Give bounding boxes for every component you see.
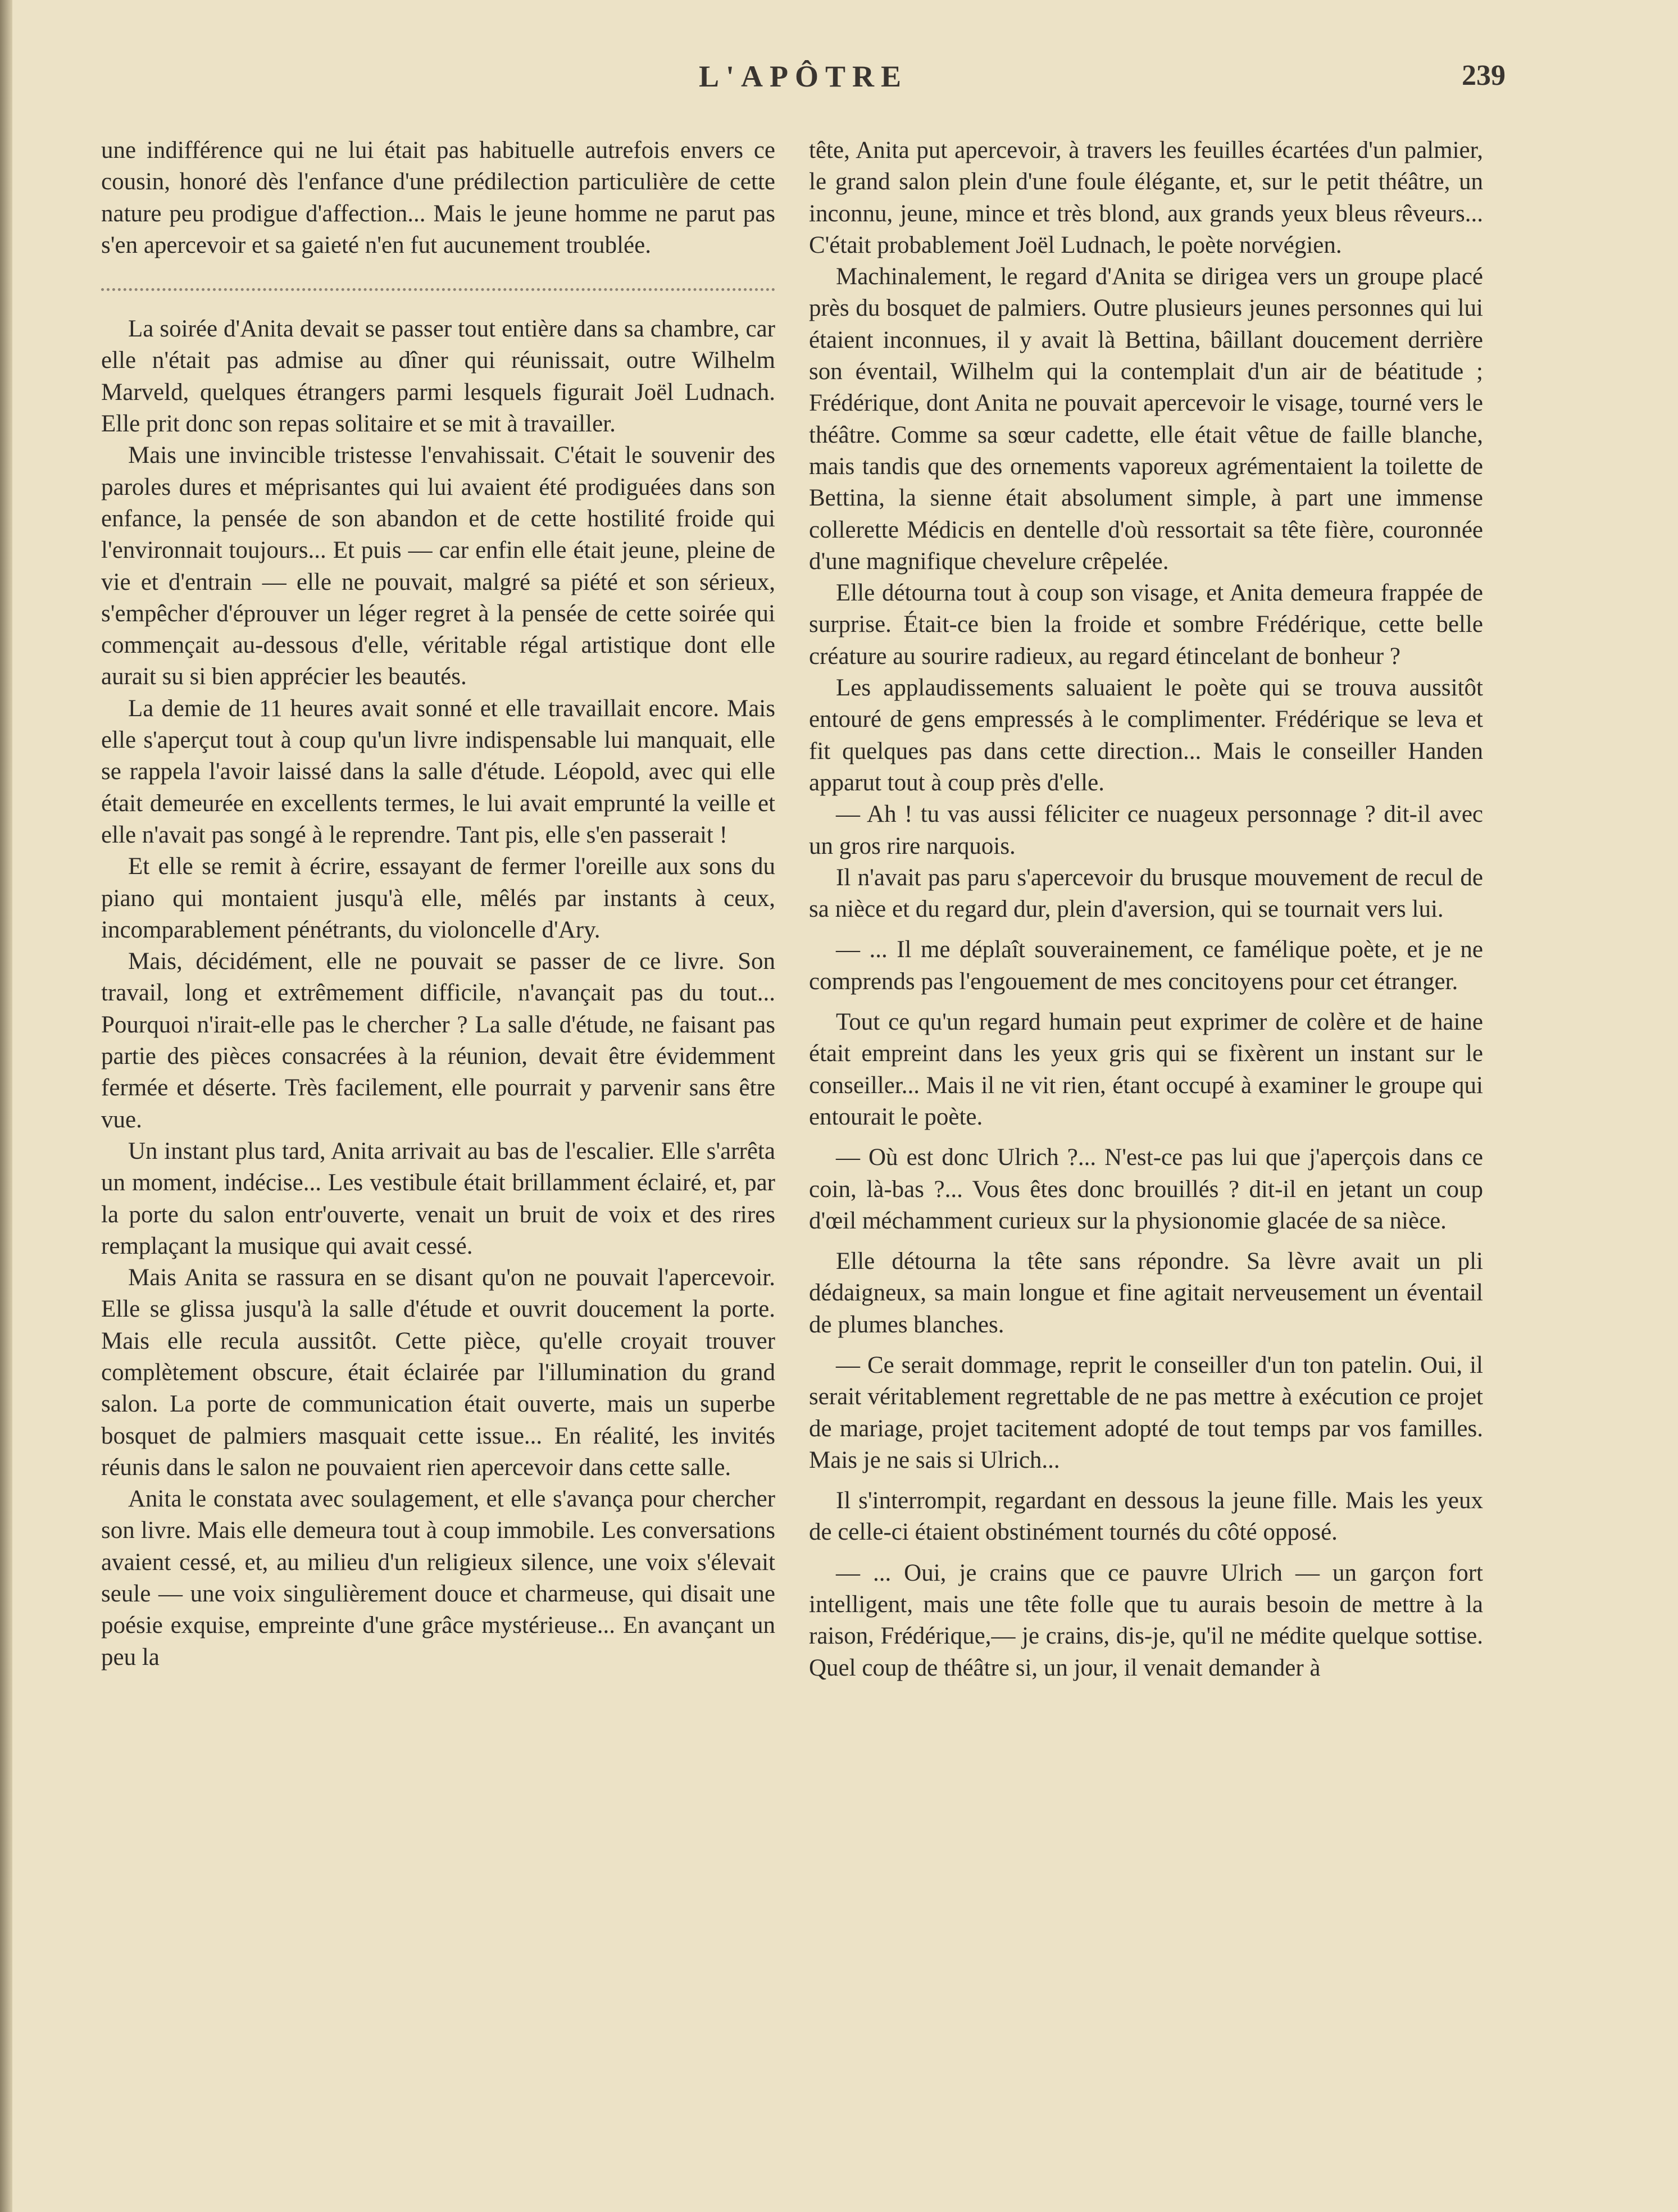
section-separator bbox=[101, 257, 775, 291]
paragraph: Mais une invincible tristesse l'envahissait. C'était le souvenir des paroles dures et méprisantes qui lui avaient été prodiguées dans son enfance, la pensée de son abandon et de cette hostilité froide qui l'environnait toujours... Et puis — car enfin elle était jeune, pleine de vie et d'entrain — elle ne pouvait, malgré sa piété et son sérieux, s'empêcher d'éprouver un léger regret à la pensée de cette soirée qui commençait au-dessous d'elle, véritable régal artistique dont elle aurait su si bien apprécier les beautés. bbox=[101, 442, 775, 690]
paragraph: Tout ce qu'un regard humain peut exprimer de colère et de haine était empreint dans les yeux gris qui se fixèrent un instant sur le conseiller... Mais il ne vit rien, étant occupé à examiner le groupe qui entourait le poète. bbox=[809, 1009, 1483, 1130]
paragraph: Il s'interrompit, regardant en dessous la jeune fille. Mais les yeux de celle-ci étaient obstinément tournés du côté opposé. bbox=[809, 1487, 1483, 1546]
page-edge bbox=[0, 0, 12, 2212]
paragraph: Il n'avait pas paru s'apercevoir du brusque mouvement de recul de sa nièce et du regard dur, plein d'aversion, qui se tournait vers lui. bbox=[809, 864, 1483, 923]
paragraph: Mais, décidément, elle ne pouvait se passer de ce livre. Son travail, long et extrêmement difficile, n'avançait pas du tout... Pourquoi n'irait-elle pas le chercher ? La salle d'étude, ne faisant pas partie des pièces consacrées à la réunion, devait être évidemment fermée et déserte. Très facilement, elle pourrait y parvenir sans être vue. bbox=[101, 948, 775, 1133]
paragraph: Machinalement, le regard d'Anita se dirigea vers un groupe placé près du bosquet de palmiers. Outre plusieurs jeunes personnes qui lui étaient inconnues, il y avait là Bettina, bâillant doucement derrière son éventail, Wilhelm qui la contemplait d'un air de béatitude ; Frédérique, dont Anita ne pouvait apercevoir le visage, tourné vers le théâtre. Comme sa sœur cadette, elle était vêtue de faille blanche, mais tandis que des ornements vaporeux agrémentaient la toilette de Bettina, la sienne était absolument simple, à part une immense collerette Médicis en dentelle d'où ressortait sa tête fière, couronnée d'une magnifique chevelure crêpelée. bbox=[809, 263, 1483, 575]
paragraph: Anita le constata avec soulagement, et elle s'avança pour chercher son livre. Mais elle demeura tout à coup immobile. Les conversations avaient cessé, et, au milieu d'un religieux silence, une voix s'élevait seule — une voix singulièrement douce et charmeuse, qui disait une poésie exquise, empreinte d'une grâce mystérieuse... En avançant un peu la bbox=[101, 1486, 775, 1671]
right-column bbox=[809, 135, 1483, 2146]
paragraph: Les applaudissements saluaient le poète qui se trouva aussitôt entouré de gens empressés à le complimenter. Frédérique se leva et fit quelques pas dans cette direction... Mais le conseiller Handen apparut tout à coup près d'elle. bbox=[809, 675, 1483, 796]
paragraph: une indifférence qui ne lui était pas habituelle autrefois envers ce cousin, honoré dès l'enfance d'une prédilection particulière de cette nature peu prodigue d'affection... Mais le jeune homme ne parut pas s'en apercevoir et sa gaieté n'en fut aucunement troublée. bbox=[101, 137, 775, 258]
paragraph: Elle détourna la tête sans répondre. Sa lèvre avait un pli dédaigneux, sa main longue et fine agitait nerveusement un éventail de plumes blanches. bbox=[809, 1248, 1483, 1338]
paragraph: Elle détourna tout à coup son visage, et Anita demeura frappée de surprise. Était-ce bien la froide et sombre Frédérique, cette belle créature au sourire radieux, au regard étincelant de bonheur ? bbox=[809, 580, 1483, 670]
paragraph: Un instant plus tard, Anita arrivait au bas de l'escalier. Elle s'arrêta un moment, indécise... Les vestibule était brillamment éclairé, et, par la porte du salon entr'ouverte, venait un bruit de voix et des rires remplaçant la musique qui avait cessé. bbox=[101, 1137, 775, 1259]
running-title: L'APÔTRE bbox=[698, 60, 908, 93]
paragraph: Et elle se remit à écrire, essayant de fermer l'oreille aux sons du piano qui montaient jusqu'à elle, mêlés par instants à ceux, incomparablement pénétrants, du violoncelle d'Ary. bbox=[101, 853, 775, 943]
page-header bbox=[101, 59, 1506, 104]
paragraph: tête, Anita put apercevoir, à travers les feuilles écartées d'un palmier, le grand salon plein d'une foule élégante, et, sur le petit théâtre, un inconnu, jeune, mince et très blond, aux grands yeux bleus rêveurs... C'était probablement Joël Ludnach, le poète norvégien. bbox=[809, 137, 1483, 258]
paragraph: — Où est donc Ulrich ?... N'est-ce pas lui que j'aperçois dans ce coin, là-bas ?... Vous êtes donc brouillés ? dit-il en jetant un coup d'œil méchamment curieux sur la physionomie glacée de sa nièce. bbox=[809, 1144, 1483, 1234]
paragraph: — Ce serait dommage, reprit le conseiller d'un ton patelin. Oui, il serait véritablement regrettable de ne pas mettre à exécution ce projet de mariage, projet tacitement adopté de tout temps par vos familles. Mais je ne sais si Ulrich... bbox=[809, 1351, 1483, 1473]
paragraph: La soirée d'Anita devait se passer tout entière dans sa chambre, car elle n'était pas admise au dîner qui réunissait, outre Wilhelm Marveld, quelques étrangers parmi lesquels figurait Joël Ludnach. Elle prit donc son repas solitaire et se mit à travailler. bbox=[101, 316, 775, 438]
paragraph: — ... Oui, je crains que ce pauvre Ulrich — un garçon fort intelligent, mais une tête folle que tu aurais besoin de mettre à la raison, Frédérique,— je crains, dis-je, qu'il ne médite quelque sottise. Quel coup de théâtre si, un jour, il venait demander à bbox=[809, 1559, 1483, 1681]
left-column bbox=[101, 135, 775, 2146]
page-number: 239 bbox=[1462, 60, 1506, 92]
paragraph: — Ah ! tu vas aussi féliciter ce nuageux personnage ? dit-il avec un gros rire narquois. bbox=[809, 801, 1483, 859]
paragraph: — ... Il me déplaît souverainement, ce famélique poète, et je ne comprends pas l'engouement de mes concitoyens pour cet étranger. bbox=[809, 936, 1483, 995]
paragraph: La demie de 11 heures avait sonné et elle travaillait encore. Mais elle s'aperçut tout à coup qu'un livre indispensable lui manquait, elle se rappela l'avoir laissé dans la salle d'étude. Léopold, avec qui elle était demeurée en excellents termes, le lui avait emprunté la veille et elle n'avait pas songé à le reprendre. Tant pis, elle s'en passerait ! bbox=[101, 695, 775, 848]
paragraph: Mais Anita se rassura en se disant qu'on ne pouvait l'apercevoir. Elle se glissa jusqu'à la salle d'étude et ouvrit doucement la porte. Mais elle recula aussitôt. Cette pièce, qu'elle croyait trouver complètement obscure, était éclairée par l'illumination du grand salon. La porte de communication était ouverte, mais un superbe bosquet de palmiers masquait cette issue... En réalité, les invités réunis dans le salon ne pouvaient rien apercevoir dans cette salle. bbox=[101, 1264, 775, 1481]
